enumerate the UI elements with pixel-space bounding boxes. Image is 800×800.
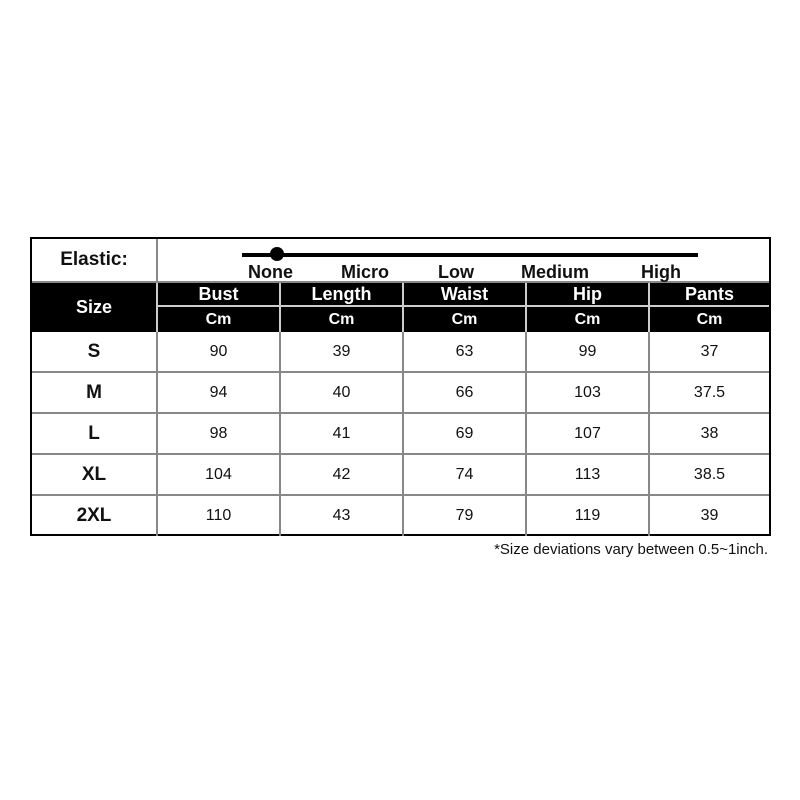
column-name: Length <box>281 283 402 307</box>
size-cell: 2XL <box>32 496 158 536</box>
table-body <box>32 332 769 536</box>
bust-cell: 94 <box>158 373 281 412</box>
column-unit: Cm <box>574 310 601 328</box>
hip-cell: 113 <box>527 455 650 494</box>
hip-cell: 103 <box>527 373 650 412</box>
column-header-hip <box>527 283 650 332</box>
length-cell: 40 <box>281 373 404 412</box>
table-header <box>32 283 769 332</box>
length-cell: 42 <box>281 455 404 494</box>
table-row <box>32 414 769 455</box>
bust-cell: 98 <box>158 414 281 453</box>
column-name: Bust <box>158 283 279 307</box>
hip-cell: 99 <box>527 332 650 371</box>
length-cell: 39 <box>281 332 404 371</box>
column-header-length <box>281 283 404 332</box>
waist-cell: 63 <box>404 332 527 371</box>
size-deviation-note: *Size deviations vary between 0.5~1inch. <box>494 541 768 558</box>
size-chart <box>30 237 771 536</box>
length-cell: 43 <box>281 496 404 536</box>
pants-cell: 39 <box>700 507 719 524</box>
bust-cell: 104 <box>158 455 281 494</box>
column-unit: Cm <box>451 310 478 328</box>
table-row <box>32 496 769 536</box>
column-header-bust <box>158 283 281 332</box>
elastic-indicator-dot <box>270 247 284 261</box>
elastic-level-micro: Micro <box>341 262 390 282</box>
pants-cell: 37 <box>700 342 719 360</box>
waist-cell: 69 <box>404 414 527 453</box>
elastic-label: Elastic: <box>32 239 158 281</box>
elastic-level-low: Low <box>438 262 474 282</box>
size-cell: S <box>32 332 158 371</box>
elastic-level-high: High <box>641 262 681 282</box>
table-row <box>32 332 769 373</box>
elastic-level-medium: Medium <box>521 262 590 282</box>
pants-cell: 37.5 <box>693 383 726 401</box>
waist-cell: 79 <box>404 496 527 536</box>
column-name: Hip <box>527 283 648 307</box>
bust-cell: 90 <box>158 332 281 371</box>
size-column-header: Size <box>32 283 158 332</box>
column-header-waist <box>404 283 527 332</box>
hip-cell: 107 <box>527 414 650 453</box>
column-name: Waist <box>404 283 525 307</box>
pants-cell: 38.5 <box>693 465 726 483</box>
bust-cell: 110 <box>158 496 281 536</box>
size-cell: M <box>32 373 158 412</box>
table-row <box>32 373 769 414</box>
size-cell: L <box>32 414 158 453</box>
table-row <box>32 455 769 496</box>
waist-cell: 74 <box>404 455 527 494</box>
column-name: Pants <box>650 283 769 307</box>
size-cell: XL <box>32 455 158 494</box>
elastic-level-none: None <box>248 262 293 282</box>
waist-cell: 66 <box>404 373 527 412</box>
pants-cell: 38 <box>700 424 719 442</box>
elastic-levels <box>32 262 769 282</box>
elastic-scale-track <box>242 253 698 257</box>
column-header-pants <box>650 283 769 332</box>
column-unit: Cm <box>205 310 232 328</box>
length-cell: 41 <box>281 414 404 453</box>
hip-cell: 119 <box>527 496 650 536</box>
column-unit: Cm <box>328 310 355 328</box>
column-unit: Cm <box>696 310 723 328</box>
elastic-row <box>32 239 769 283</box>
